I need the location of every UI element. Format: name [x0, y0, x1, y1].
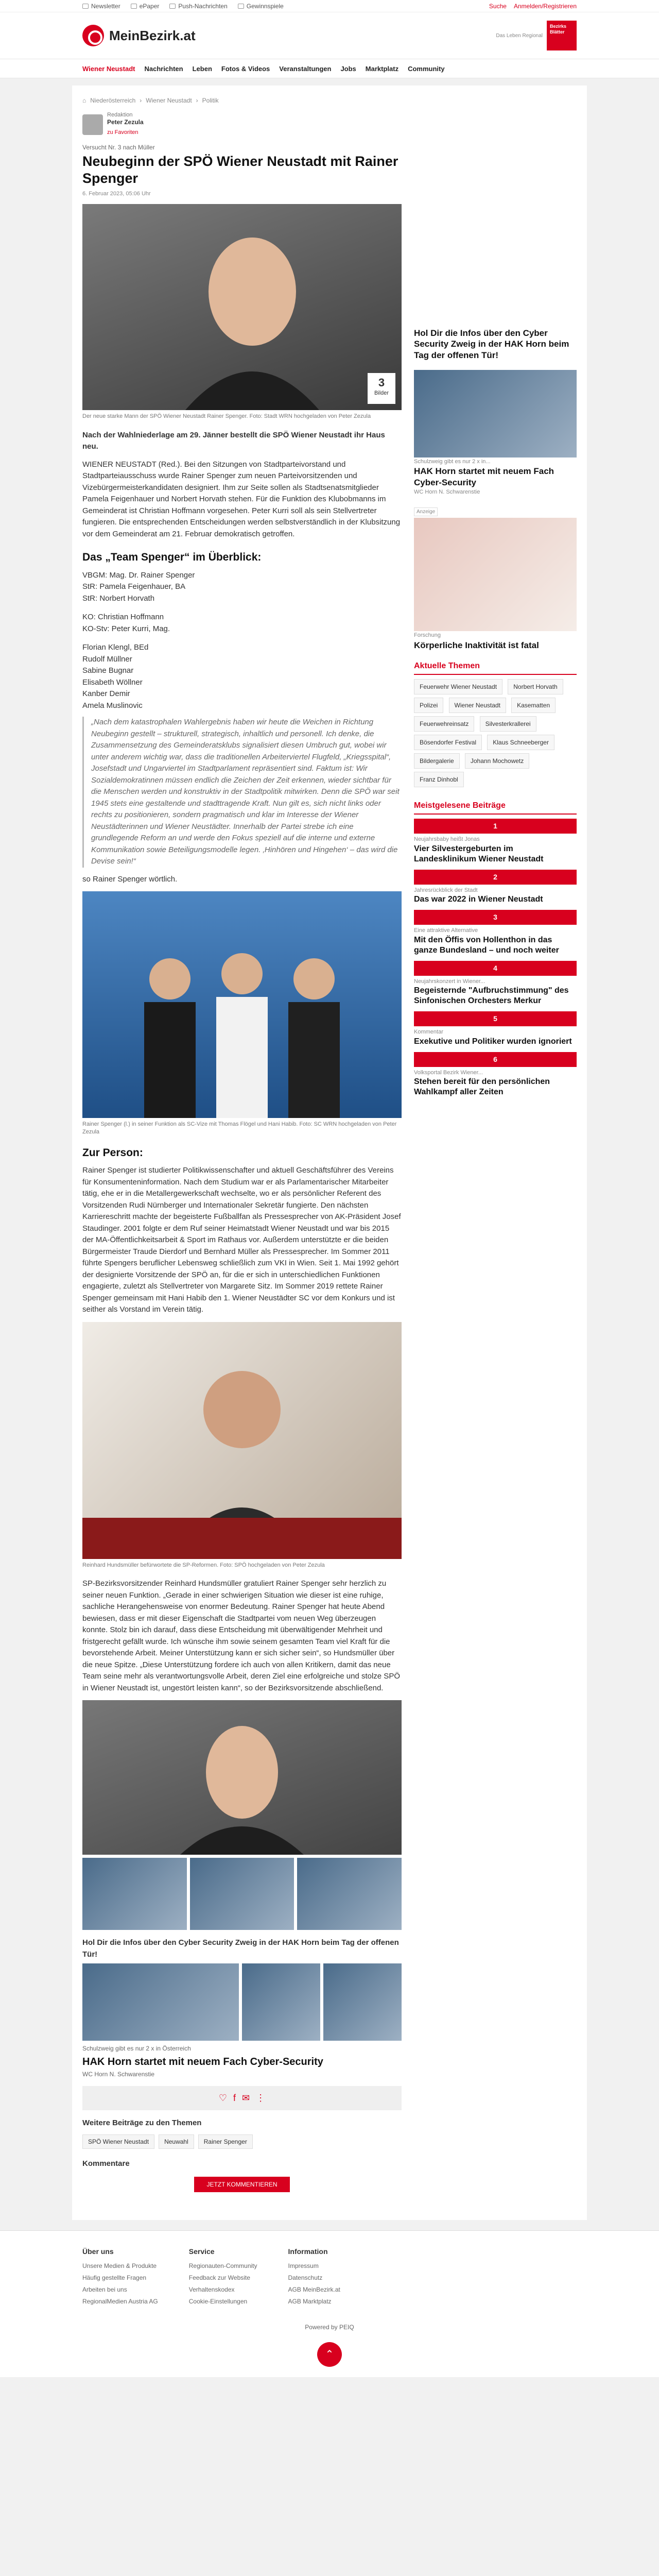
- like-icon[interactable]: ♡: [218, 2093, 228, 2104]
- push-link[interactable]: Push-Nachrichten: [169, 2, 227, 11]
- comment-button[interactable]: JETZT KOMMENTIEREN: [194, 2177, 289, 2192]
- footer-link[interactable]: Feedback zur Website: [188, 2274, 250, 2281]
- gallery-thumb[interactable]: [297, 1858, 402, 1930]
- tag-spenger[interactable]: Rainer Spenger: [198, 2134, 253, 2149]
- tag-spoe[interactable]: SPÖ Wiener Neustadt: [82, 2134, 154, 2149]
- hero-image[interactable]: [82, 204, 402, 410]
- sidebar-ad-image[interactable]: [414, 518, 577, 631]
- page-title: Neubeginn der SPÖ Wiener Neustadt mit Rainer Spenger: [82, 154, 398, 186]
- newsletter-link[interactable]: Newsletter: [82, 2, 120, 11]
- article-main: [82, 111, 402, 2199]
- more-icon[interactable]: ⋮: [256, 2093, 266, 2104]
- footer-col-info: Information Impressum Datenschutz AGB MeinBezirk.at AGB Marktplatz: [288, 2246, 340, 2307]
- footer-link[interactable]: Unsere Medien & Produkte: [82, 2262, 157, 2270]
- gallery-thumbs: [82, 1858, 402, 1930]
- quote-block: „Nach dem katastrophalen Wahlergebnis haben wir heute die Weichen in Richtung Neubeginn gestellt – strukturell, strategisch, inhaltlich und personell. Ich denke, die Zusammensetzung des Gemeinderatsklubs signalisiert diesen Umbruch gut, wobei wir unter anderem wichtig war, dass die traditionellen Arbeiterviertel Flugfeld, „Kriegsspital“, Josefstadt und Ungarviertel im Stadtparlament repräsentiert sind. Faktum ist: Wir Sozialdemokratinnen müssen endlich die Zeichen der Zeit erkennen, wieder sichtbar für die Menschen werden und konstruktiv in der Stadtpolitik mitwirken. Denn die SPÖ war seit 1945 stets eine gestaltende und stadttragende Kraft. Nun gilt es, sich nicht links oder rechts zu positionieren, sondern pragmatisch und klar im Interesse der Wiener Neustädterinnen und Wiener Neustädter. Innerhalb der Partei strebe ich eine grundlegende Reform an und werde den Fokus speziell auf die interne und externe Kommunikation sowie Beteiligungsmodelle legen. ‚Hinhören und Hingehen‘ – das wird die Devise sein!“: [82, 717, 402, 868]
- footer-link[interactable]: RegionalMedien Austria AG: [82, 2297, 158, 2305]
- powered-by: Powered by PEIQ: [305, 2324, 354, 2331]
- footer-link[interactable]: Datenschutz: [288, 2274, 323, 2281]
- nav-marktplatz[interactable]: Marktplatz: [365, 65, 399, 73]
- promo-headline[interactable]: HAK Horn startet mit neuem Fach Cyber-Security: [82, 2056, 323, 2068]
- gewinnspiele-link[interactable]: Gewinnspiele: [238, 2, 284, 11]
- sidebar-ad-image[interactable]: [414, 370, 577, 457]
- topic-tag[interactable]: Silvesterkrallerei: [480, 716, 536, 732]
- section-heading: Das „Team Spenger“ im Überblick:: [82, 551, 262, 564]
- image-caption: Reinhard Hundsmüller befürwortete die SP-Reformen. Foto: SPÖ hochgeladen von Peter Zezula: [82, 1562, 325, 1568]
- topic-tag[interactable]: Franz Dinhobl: [414, 772, 464, 787]
- author-role: Redaktion: [107, 112, 133, 118]
- nav-wiener-neustadt[interactable]: Wiener Neustadt: [82, 65, 135, 73]
- gallery-count[interactable]: 3 Bilder: [368, 373, 395, 404]
- topics-title: Aktuelle Themen: [414, 660, 577, 675]
- ranking-item[interactable]: 6 Volksportal Bezirk Wiener... Stehen bereit für den persönlichen Wahlkampf aller Zeiten: [414, 1052, 577, 1098]
- bezirksblaetter-badge[interactable]: Bezirks Blätter: [547, 21, 577, 50]
- team-list: VBGM: Mag. Dr. Rainer Spenger StR: Pamela Feigenhauer, BA StR: Norbert Horvath KO: Christian Hoffmann KO-Stv: Peter Kurri, Mag. Florian Klengl, BEd Rudolf Müllner Sabine Bugnar Elisabeth Wöllner Kanber Demir Amela Muslinovic: [82, 570, 195, 710]
- crumb-politik[interactable]: Politik: [202, 97, 219, 104]
- ranking-list: [414, 819, 577, 1097]
- ranking-title: Meistgelesene Beiträge: [414, 800, 577, 815]
- mail-icon[interactable]: ✉: [242, 2093, 250, 2104]
- share-bar: [82, 2086, 402, 2110]
- promo-image[interactable]: [242, 1963, 320, 2041]
- footer-link[interactable]: Cookie-Einstellungen: [188, 2297, 248, 2305]
- scroll-top-icon[interactable]: ⌃: [317, 2342, 342, 2367]
- avatar[interactable]: [82, 114, 103, 135]
- logo-icon[interactable]: [82, 25, 104, 46]
- comments-title: Kommentare: [82, 2159, 130, 2168]
- promo-image[interactable]: [323, 1963, 402, 2041]
- brand-claim: Das Leben Regional: [496, 32, 543, 39]
- desk-illustration: [82, 1322, 402, 1559]
- footer-link[interactable]: AGB Marktplatz: [288, 2297, 332, 2305]
- article-image-2[interactable]: [82, 891, 402, 1118]
- bell-icon: [169, 4, 176, 9]
- ranking-item[interactable]: 2 Jahresrückblick der Stadt Das war 2022 in Wiener Neustadt: [414, 870, 577, 905]
- tag-neuwahl[interactable]: Neuwahl: [159, 2134, 194, 2149]
- footer-link[interactable]: Verhaltenskodex: [188, 2285, 235, 2293]
- crumb-noe[interactable]: Niederösterreich: [90, 97, 136, 104]
- page-wrapper: [72, 86, 587, 2220]
- top-links-bar: [0, 0, 659, 12]
- gallery-image[interactable]: [82, 1700, 402, 1855]
- author-name[interactable]: Peter Zezula: [107, 118, 144, 126]
- topic-tag[interactable]: Bildergalerie: [414, 753, 460, 769]
- promo-meta: WC Horn N. Schwarenstie: [82, 2071, 155, 2078]
- sidebar-ad-kicker: Schulzweig gibt es nur 2 x in...: [414, 458, 491, 465]
- sidebar-ad-1[interactable]: [414, 328, 577, 361]
- quote-source: so Rainer Spenger wörtlich.: [82, 874, 178, 884]
- footer-link[interactable]: Impressum: [288, 2262, 319, 2270]
- sidebar-ad-3[interactable]: [414, 505, 577, 651]
- nav-community[interactable]: Community: [408, 65, 445, 73]
- breadcrumb: ⌂ Niederösterreich › Wiener Neustadt › Politik: [82, 97, 219, 104]
- sidebar-ad-title[interactable]: Hol Dir die Infos über den Cyber Security Zweig in der HAK Horn beim Tag der offenen Tür!: [414, 328, 569, 360]
- paper-icon: [131, 4, 137, 9]
- article-paragraph: Rainer Spenger ist studierter Politikwissenschafter und aktuell Geschäftsführer des Vereins für Konsumenteninformation. Nach dem Studium war er als Parlamentarischer Mitarbeiter tätig, ehe er in die Metallergewerkschaft wechselte, wo er als persönlicher Referent des Vorsitzenden Rudi Nürnberger und Internationaler Sekretär fungierte. Den nächsten Karriereschritt machte der begeisterte Fußballfan als Pressesprecher von AK-Präsident Josef Staudinger. 2001 folgte er dem Ruf seiner Heimatstadt Wiener Neustadt und war bis 2015 der MA-Öffentlichkeitsarbeit & Sport im Rathaus vor. Außerdem unterstützte er die beiden Bürgermeister Traude Dierdorf und Bernhard Müller als Pressesprecher. Im Sommer 2011 führte Spengers beruflicher Lebensweg schließlich zum VKI in Wien. Seit 1. Mai 1992 gehört der designierte Vorsitzende der SPÖ an, für die er sich in unterschiedlichen Funktionen engagierte, zuletzt als Stellvertreter von Margarete Sitz. Im Sommer 2019 rettete Rainer Spenger gemeinsam mit Hani Habib den 1. Wiener Neustädter SC vor dem Konkurs und ist seither als Vorstand im Verein tätig.: [82, 1166, 401, 1314]
- gallery-portrait: [82, 1700, 402, 1855]
- topic-tag[interactable]: Wiener Neustadt: [449, 698, 506, 713]
- main-nav: [0, 59, 659, 78]
- gift-icon: [238, 4, 244, 9]
- sidebar: [414, 111, 577, 2199]
- topic-tag[interactable]: Kasematten: [511, 698, 556, 713]
- image-caption: Rainer Spenger (l.) in seiner Funktion als SC-Vize mit Thomas Flögel und Hani Habib. Foto: SC WRN hochgeladen von Peter Zezula: [82, 1121, 397, 1135]
- promo-kicker: Schulzweig gibt es nur 2 x in Österreich: [82, 2045, 191, 2053]
- site-footer: [0, 2230, 659, 2377]
- sidebar-ad-2[interactable]: [414, 370, 577, 497]
- sidebar-ad-meta: WC Horn N. Schwarenstie: [414, 488, 480, 495]
- nav-veranstaltungen[interactable]: Veranstaltungen: [279, 65, 332, 73]
- search-link[interactable]: Suche: [489, 3, 507, 10]
- article-paragraph: SP-Bezirksvorsitzender Reinhard Hundsmüller gratuliert Rainer Spenger sehr herzlich zu seiner neuen Funktion. „Gerade in einer schwierigen Situation wie dieser ist eine ruhige, sachliche Herangehensweise von enormer Bedeutung. Rainer Spenger hat heute Abend bewiesen, dass er mit dieser Eigenschaft die Stadtpartei vom neuen Weg überzeugen konnte. Stolz bin ich darauf, dass diese Entscheidung mit überwältigender Mehrheit und fristgerecht gefällt wurde. Ich wünsche ihm sowie seinem gesamten Team viel Kraft für die bevorstehende Arbeit. Meiner Unterstützung kann er sich sicher sein“, so Hundsmüller über die neue Spitze. „Diese Unterstützung fordere ich auch von allen Kritikern, damit das neue Team seine mehr als verantwortungsvolle Arbeit, deren Ziel eine erfolgreiche und stolze SPÖ in Wiener Neustadt ist, ungestört leisten kann“, so der Bezirksvorsitzende abschließend.: [82, 1579, 400, 1692]
- footer-col-service: Service Regionauten-Community Feedback zur Website Verhaltenskodex Cookie-Einstellungen: [189, 2246, 257, 2307]
- more-topics-tags: [82, 2134, 402, 2149]
- portrait-illustration: [82, 204, 402, 410]
- topics-list: [414, 679, 577, 790]
- sponsor-label: Anzeige: [414, 507, 438, 516]
- article-date: 6. Februar 2023, 05:06 Uhr: [82, 190, 151, 197]
- section-heading: Zur Person:: [82, 1146, 143, 1159]
- article-paragraph: WIENER NEUSTADT (Red.). Bei den Sitzungen von Stadtparteivorstand und Stadtparteiausschuss wurde Rainer Spenger zum neuen Parteivorsitzenden und Vizebürgermeisterkandidaten designiert. Ihm zur Seite sollen als Stadtsenatsmitglieder Pamela Feigenhauer und Norbert Horvath stehen. Für die Funktion des Klubobmanns im Gemeinderat ist Christian Hoffmann vorgesehen. Peter Kurri soll als sein Stellvertreter fungieren. Die entsprechenden Entscheidungen werden selbstverständlich in der Klubsitzung vor dem Gemeinderat am 21. Februar demokratisch getroffen.: [82, 460, 401, 538]
- sidebar-ad-headline[interactable]: Körperliche Inaktivität ist fatal: [414, 640, 539, 650]
- follow-link[interactable]: zu Favoriten: [107, 129, 138, 135]
- article-image-3[interactable]: [82, 1322, 402, 1559]
- topic-tag[interactable]: Bösendorfer Festival: [414, 735, 482, 750]
- ranking-item[interactable]: 3 Eine attraktive Alternative Mit den Öffis von Hollenthon in das ganze Bundesland – und noch weiter: [414, 910, 577, 956]
- article-lead: Nach der Wahlniederlage am 29. Jänner bestellt die SPÖ Wiener Neustadt ihr Haus neu.: [82, 430, 385, 451]
- topic-tag[interactable]: Norbert Horvath: [508, 679, 563, 694]
- sidebar-ad-headline[interactable]: HAK Horn startet mit neuem Fach Cyber-Security: [414, 466, 554, 487]
- ranking-item[interactable]: 5 Kommentar Exekutive und Politiker wurden ignoriert: [414, 1011, 577, 1047]
- article-kicker: Versucht Nr. 3 nach Müller: [82, 144, 155, 151]
- footer-link[interactable]: Häufig gestellte Fragen: [82, 2274, 147, 2281]
- more-topics-title: Weitere Beiträge zu den Themen: [82, 2119, 202, 2128]
- promo-image[interactable]: [82, 1963, 239, 2041]
- topic-tag[interactable]: Feuerwehr Wiener Neustadt: [414, 679, 502, 694]
- sidebar-ad-kicker: Forschung: [414, 632, 441, 639]
- mail-icon: [82, 4, 89, 9]
- topic-tag[interactable]: Klaus Schneeberger: [487, 735, 554, 750]
- home-icon[interactable]: ⌂: [82, 97, 86, 104]
- ranking-item[interactable]: 4 Neujahrskonzert in Wiener... Begeisternde "Aufbruchstimmung" des Sinfonischen Orchesters Merkur: [414, 961, 577, 1007]
- nav-fotos[interactable]: Fotos & Videos: [221, 65, 270, 73]
- ranking-item[interactable]: 1 Neujahrsbaby heißt Jonas Vier Silvestergeburten im Landesklinikum Wiener Neustadt: [414, 819, 577, 865]
- author-box: [82, 111, 402, 138]
- epaper-link[interactable]: ePaper: [131, 2, 160, 11]
- nav-jobs[interactable]: Jobs: [340, 65, 356, 73]
- login-link[interactable]: Anmelden/Registrieren: [513, 3, 577, 10]
- footer-link[interactable]: Regionauten-Community: [188, 2262, 257, 2270]
- facebook-icon[interactable]: f: [233, 2093, 236, 2104]
- nav-nachrichten[interactable]: Nachrichten: [144, 65, 183, 73]
- brand-header: [0, 12, 659, 59]
- gallery-thumb[interactable]: [190, 1858, 294, 1930]
- site-logo[interactable]: MeinBezirk.at: [109, 27, 196, 43]
- footer-link[interactable]: AGB MeinBezirk.at: [288, 2285, 340, 2293]
- topic-tag[interactable]: Johann Mochowetz: [465, 753, 529, 769]
- group-illustration: [82, 891, 402, 1118]
- footer-link[interactable]: Arbeiten bei uns: [82, 2285, 127, 2293]
- nav-leben[interactable]: Leben: [192, 65, 212, 73]
- promo-title[interactable]: Hol Dir die Infos über den Cyber Security Zweig in der HAK Horn beim Tag der offenen Tür!: [82, 1938, 399, 1959]
- crumb-wn[interactable]: Wiener Neustadt: [146, 97, 192, 104]
- topic-tag[interactable]: Feuerwehreinsatz: [414, 716, 474, 732]
- gallery-thumb[interactable]: [82, 1858, 187, 1930]
- promo-block[interactable]: [82, 1937, 402, 2079]
- footer-col-about: Über uns Unsere Medien & Produkte Häufig gestellte Fragen Arbeiten bei uns RegionalMedien Austria AG: [82, 2246, 158, 2307]
- image-caption: Der neue starke Mann der SPÖ Wiener Neustadt Rainer Spenger. Foto: Stadt WRN hochgeladen von Peter Zezula: [82, 413, 371, 420]
- topic-tag[interactable]: Polizei: [414, 698, 443, 713]
